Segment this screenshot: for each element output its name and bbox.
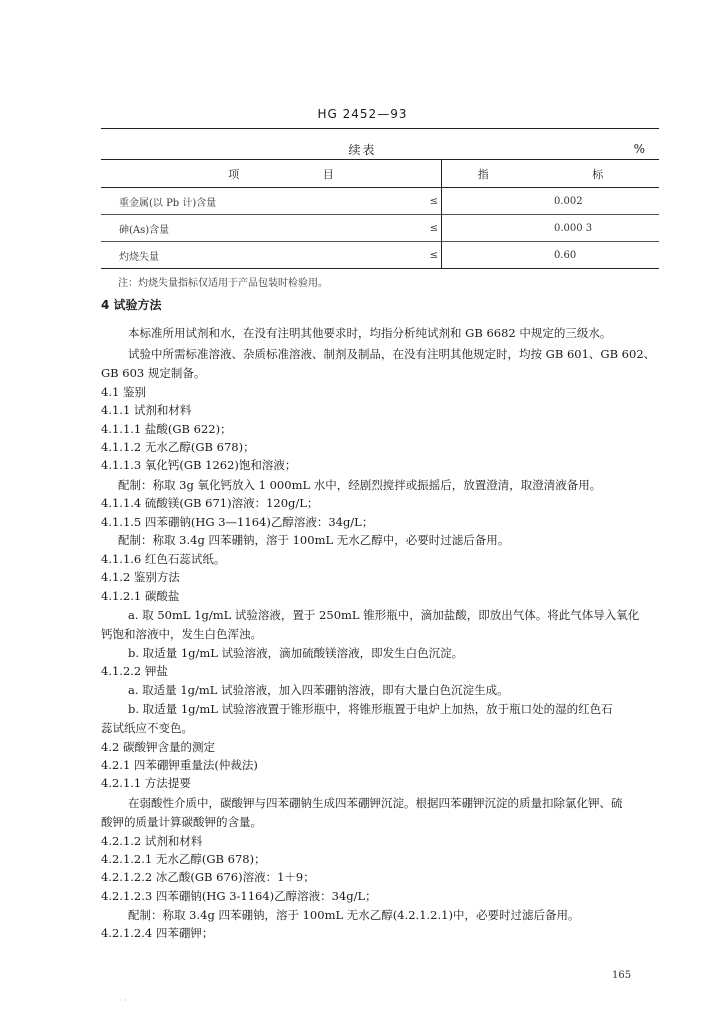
clause-heading: 4.2.1 四苯硼钾重量法(仲裁法) bbox=[101, 758, 258, 772]
row-comparator: ≤ bbox=[429, 249, 438, 261]
row-item: 灼烧失量 bbox=[101, 242, 428, 269]
list-item: b. 取适量 1g/mL 试验溶液置于锥形瓶中，将锥形瓶置于电炉上加热，放于瓶口处的湿的红色石 bbox=[128, 702, 613, 716]
table-unit: % bbox=[633, 142, 645, 156]
preparation-text: 配制：称取 3.4g 四苯硼钠，溶于 100mL 无水乙醇(4.2.1.2.1)中，必要时过滤后备用。 bbox=[128, 908, 580, 922]
row-item: 砷(As)含量 bbox=[101, 215, 428, 242]
clause-heading: 4.1.2 鉴别方法 bbox=[101, 570, 180, 584]
clause-item: 4.1.1.5 四苯硼钠(HG 3—1164)乙醇溶液：34g/L； bbox=[101, 515, 374, 529]
clause-item: 4.1.1.3 氧化钙(GB 1262)饱和溶液； bbox=[101, 458, 297, 472]
table-header-row bbox=[101, 160, 659, 188]
clause-item: 4.1.1.1 盐酸(GB 622)； bbox=[101, 422, 232, 436]
section-heading: 4 试验方法 bbox=[101, 298, 162, 312]
clause-heading: 4.2.1.1 方法提要 bbox=[101, 776, 191, 790]
list-item-continued: 钙饱和溶液中，发生白色浑浊。 bbox=[101, 627, 262, 641]
column-header-value: 指 标 bbox=[442, 160, 660, 188]
paragraph-continued: GB 603 规定制备。 bbox=[101, 366, 206, 380]
column-header-item: 项 目 bbox=[101, 160, 442, 188]
clause-heading: 4.1.2.1 碳酸盐 bbox=[101, 589, 180, 603]
preparation-text: 配制：称取 3.4g 四苯硼钠，溶于 100mL 无水乙醇中，必要时过滤后备用。 bbox=[118, 533, 510, 547]
clause-heading: 4.1.1 试剂和材料 bbox=[101, 403, 192, 417]
row-value: 0.002 bbox=[442, 188, 660, 215]
table-note: 注：灼烧失量指标仅适用于产品包装时检验用。 bbox=[118, 278, 328, 289]
clause-item: 4.2.1.2.4 四苯硼钾； bbox=[101, 926, 214, 940]
row-comparator: ≤ bbox=[429, 195, 438, 207]
row-value: 0.60 bbox=[442, 242, 660, 269]
table-row bbox=[101, 242, 659, 269]
list-item: a. 取 50mL 1g/mL 试验溶液，置于 250mL 锥形瓶中，滴加盐酸，即放出气体。将此气体导入氧化 bbox=[128, 608, 640, 622]
clause-item: 4.2.1.2.3 四苯硼钠(HG 3-1164)乙醇溶液：34g/L； bbox=[101, 889, 377, 903]
list-item-continued: 蕊试纸应不变色。 bbox=[101, 721, 193, 735]
paragraph: 在弱酸性介质中，碳酸钾与四苯硼钠生成四苯硼钾沉淀。根据四苯硼钾沉淀的质量扣除氯化钾、硫 bbox=[128, 796, 623, 810]
table-caption: 续表 bbox=[348, 143, 377, 157]
clause-heading: 4.1.2.2 钾盐 bbox=[101, 664, 168, 678]
paragraph: 本标准所用试剂和水，在没有注明其他要求时，均指分析纯试剂和 GB 6682 中规定的三级水。 bbox=[128, 326, 612, 340]
clause-heading: 4.2 碳酸钾含量的测定 bbox=[101, 740, 215, 754]
header-rule bbox=[101, 128, 659, 129]
list-item: b. 取适量 1g/mL 试验溶液，滴加硫酸镁溶液，即发生白色沉淀。 bbox=[128, 646, 464, 660]
list-item: a. 取适量 1g/mL 试验溶液，加入四苯硼钠溶液，即有大量白色沉淀生成。 bbox=[128, 683, 509, 697]
table-row bbox=[101, 188, 659, 215]
clause-item: 4.1.1.4 硫酸镁(GB 671)溶液：120g/L； bbox=[101, 496, 319, 510]
clause-heading: 4.2.1.2 试剂和材料 bbox=[101, 834, 203, 848]
table-row bbox=[101, 215, 659, 242]
preparation-text: 配制：称取 3g 氧化钙放入 1 000mL 水中，经剧烈搅拌或振摇后，放置澄清，取澄清液备用。 bbox=[118, 478, 602, 492]
row-item: 重金属(以 Pb 计)含量 bbox=[119, 197, 217, 209]
clause-heading: 4.1 鉴别 bbox=[101, 385, 146, 399]
row-value: 0.000 3 bbox=[442, 215, 660, 242]
scan-mark: · bbox=[124, 996, 127, 1005]
specification-table bbox=[101, 159, 659, 269]
clause-item: 4.1.1.6 红色石蕊试纸。 bbox=[101, 552, 226, 566]
clause-item: 4.1.1.2 无水乙醇(GB 678)； bbox=[101, 440, 255, 454]
clause-item: 4.2.1.2.1 无水乙醇(GB 678)； bbox=[101, 852, 266, 866]
clause-item: 4.2.1.2.2 冰乙酸(GB 676)溶液：1＋9； bbox=[101, 870, 315, 884]
page-number: 165 bbox=[612, 970, 632, 981]
standard-code-header: HG 2452—93 bbox=[317, 107, 408, 121]
row-comparator: ≤ bbox=[429, 222, 438, 234]
paragraph: 试验中所需标准溶液、杂质标准溶液、制剂及制品，在没有注明其他规定时，均按 GB 601、GB 602、 bbox=[128, 347, 656, 361]
paragraph-continued: 酸钾的质量计算碳酸钾的含量。 bbox=[101, 815, 262, 829]
